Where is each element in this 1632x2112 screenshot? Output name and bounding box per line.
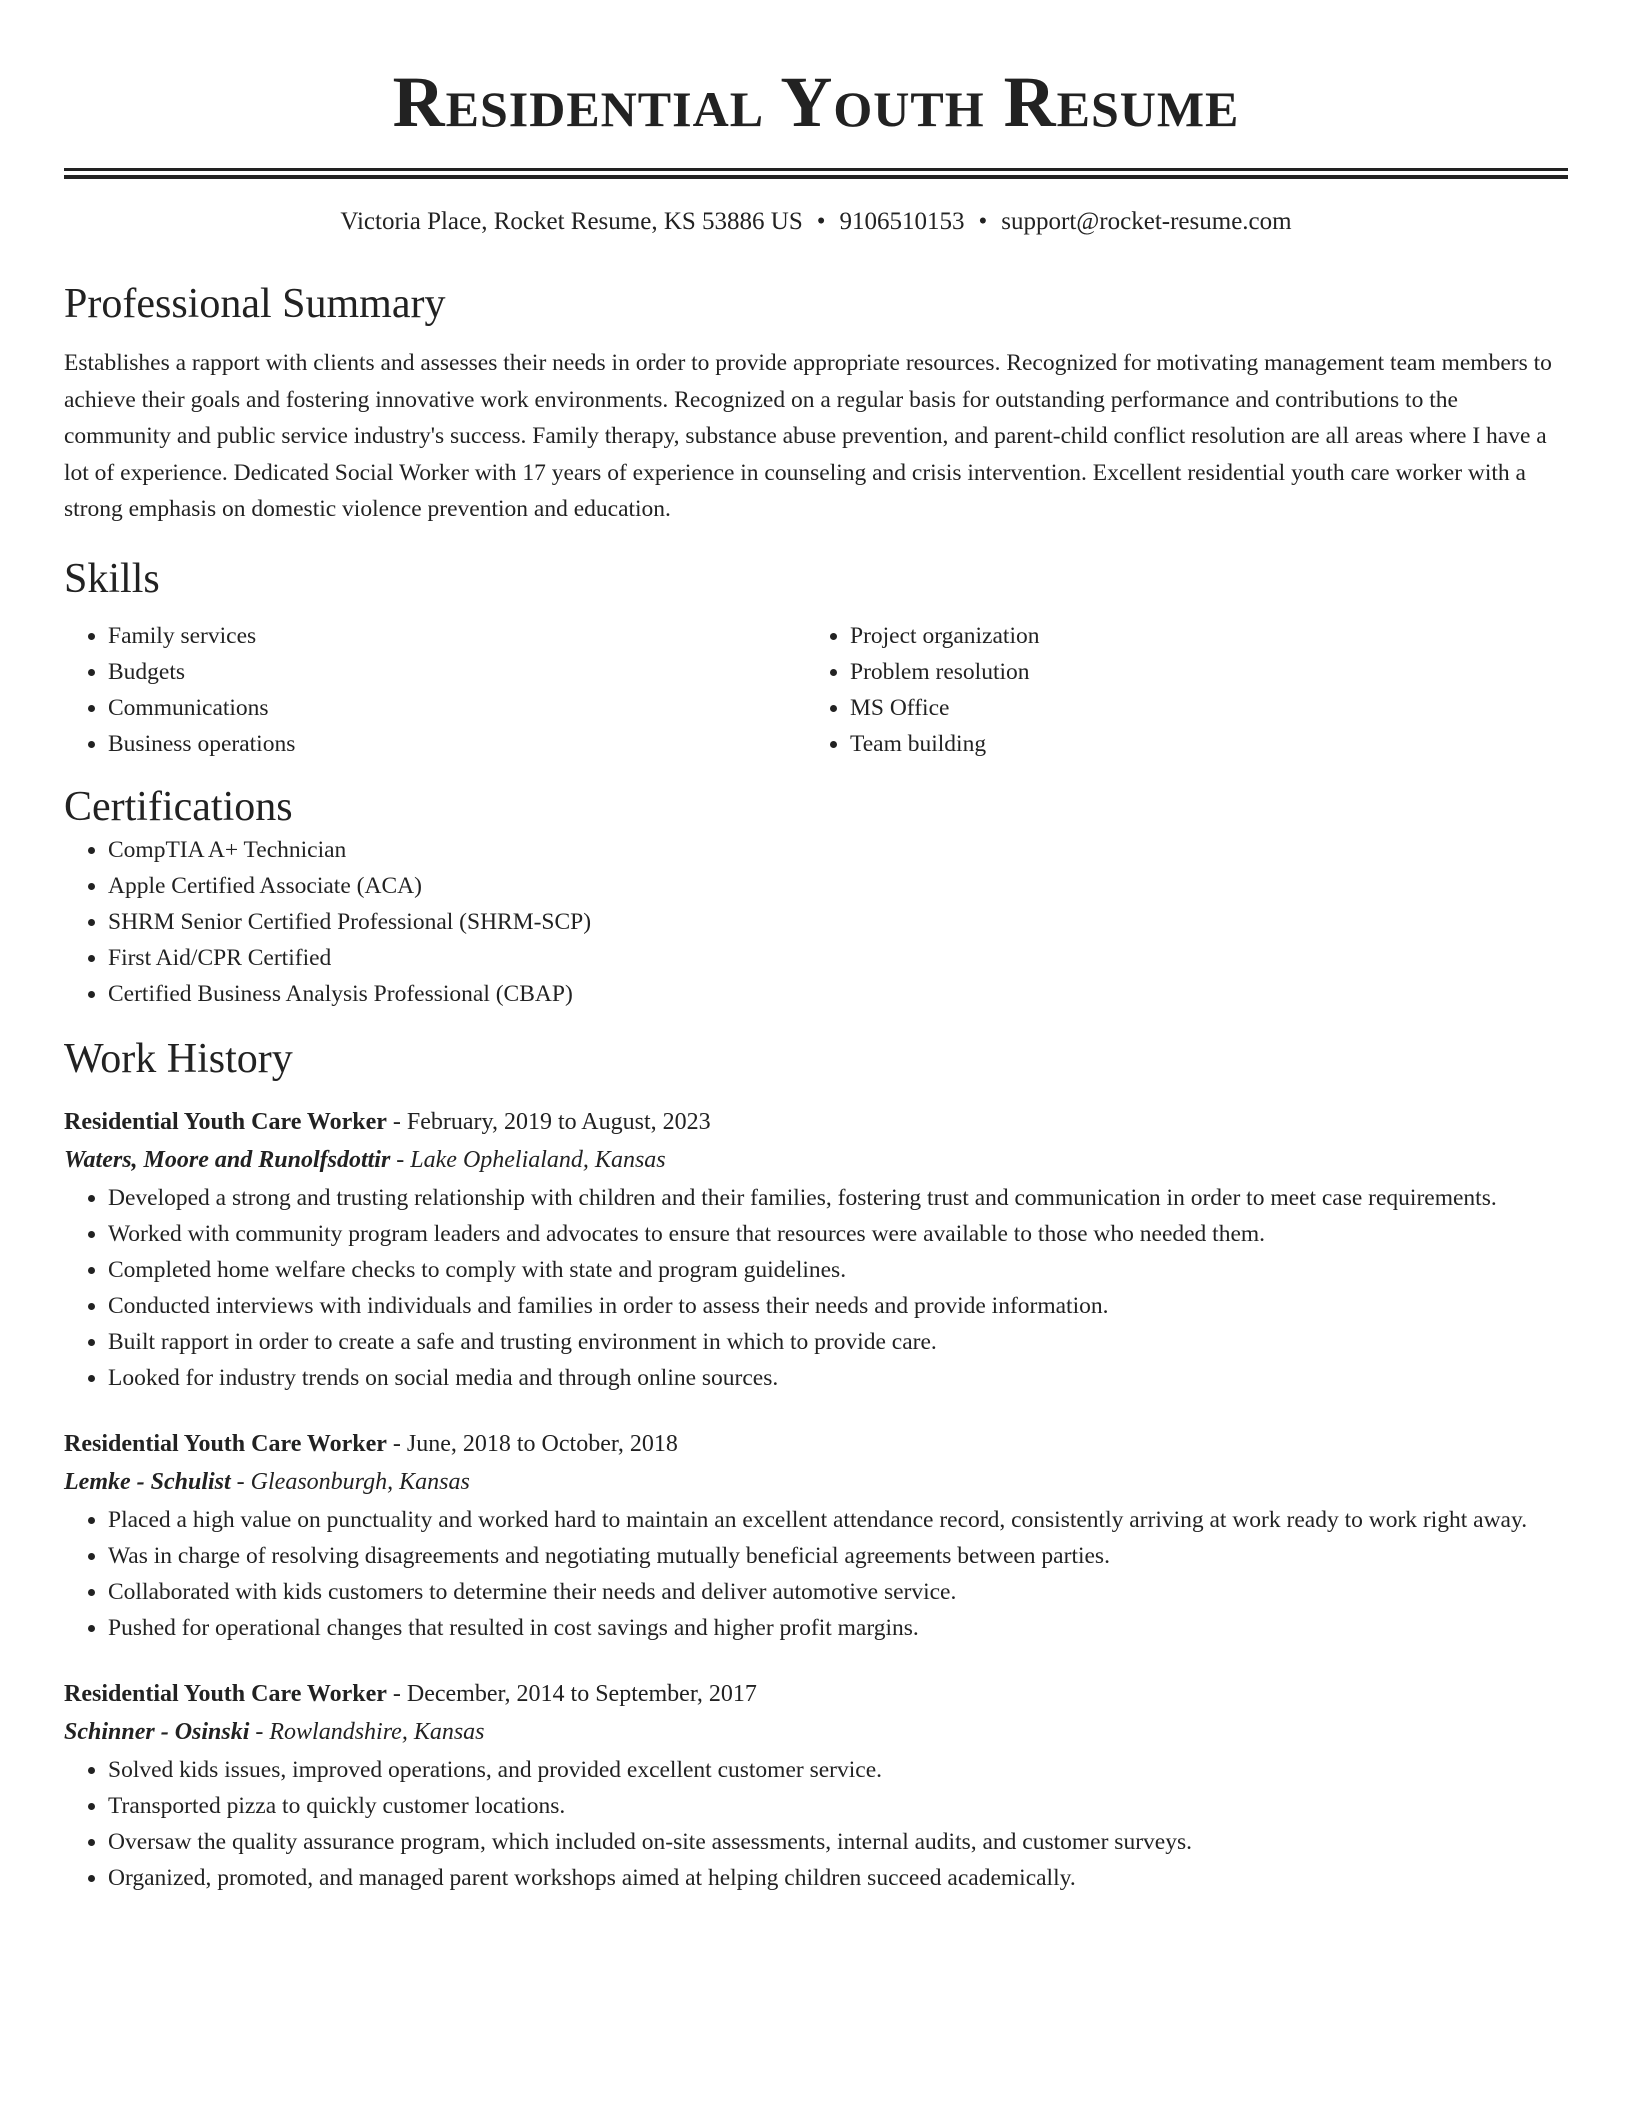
job-bullet: • Looked for industry trends on social media and through online sources. [108,1360,1568,1396]
summary-text: Establishes a rapport with clients and assesses their needs in order to provide appropriate resources. Recognized for motivating management team members to achieve their goals and fostering innovative work environments. Recognized on a regular basis for outstanding performance and contributions to the community and public service industry's success. Family therapy, substance abuse prevention, and parent-child conflict resolution are all areas where I have a lot of experience. Dedicated Social Worker with 17 years of experience in counseling and crisis intervention. Excellent residential youth care worker with a strong emphasis on domestic violence prevention and education. [64,350,1552,522]
certification-item: • SHRM Senior Certified Professional (SHRM-SCP) [108,904,1568,940]
job-bullet: • Pushed for operational changes that resulted in cost savings and higher profit margins. [108,1610,1568,1646]
skills-list-right [806,618,1568,762]
skills-grid [64,618,1568,762]
job-title-line [64,1104,1568,1140]
skill-item: • Communications [108,690,806,726]
job-bullet: • Solved kids issues, improved operations, and provided excellent customer service. [108,1752,1568,1788]
job-role: Residential Youth Care Worker [64,1680,387,1707]
skill-item: • Team building [850,726,1568,762]
job-bullet: • Oversaw the quality assurance program, which included on-site assessments, internal audits, and customer surveys. [108,1824,1568,1860]
job-location: - Gleasonburgh, Kansas [230,1468,470,1495]
job-bullet: • Developed a strong and trusting relationship with children and their families, fostering trust and communication in order to meet case requirements. [108,1180,1568,1216]
job-entry [64,1676,1568,1896]
resume-title: Residential Youth Resume [392,62,1240,142]
skills-heading: Skills [64,555,160,602]
job-bullet: • Placed a high value on punctuality and worked hard to maintain an excellent attendance record, consistently arriving at work ready to work right away. [108,1502,1568,1538]
skill-item: • Project organization [850,618,1568,654]
contact-phone[interactable]: 9106510153 [839,208,965,235]
contact-separator: • [816,208,826,235]
job-title-line [64,1426,1568,1462]
certification-item: • First Aid/CPR Certified [108,940,1568,976]
work-history-heading: Work History [64,1035,293,1082]
job-entry [64,1104,1568,1396]
skill-item: • Budgets [108,654,806,690]
job-dates: - February, 2019 to August, 2023 [386,1108,711,1135]
contact-address: Victoria Place, Rocket Resume, KS 53886 US [340,208,803,235]
job-company: Lemke - Schulist [64,1468,231,1495]
certification-item: • CompTIA A+ Technician [108,832,1568,868]
job-bullet: • Transported pizza to quickly customer locations. [108,1788,1568,1824]
summary-heading: Professional Summary [64,281,446,327]
job-role: Residential Youth Care Worker [64,1108,387,1135]
job-bullets [64,1180,1568,1396]
job-company-line [64,1140,1568,1180]
contact-separator: • [978,208,988,235]
job-dates: - June, 2018 to October, 2018 [386,1430,678,1457]
job-location: - Lake Ophelialand, Kansas [390,1146,666,1173]
job-role: Residential Youth Care Worker [64,1430,387,1457]
job-title-line [64,1676,1568,1712]
contact-email[interactable]: support@rocket-resume.com [1001,208,1292,235]
job-bullet: • Collaborated with kids customers to determine their needs and deliver automotive service. [108,1574,1568,1610]
job-bullets [64,1752,1568,1896]
contact-line [64,207,1568,237]
job-dates: - December, 2014 to September, 2017 [386,1680,757,1707]
certifications-heading: Certifications [64,783,293,830]
job-bullet: • Was in charge of resolving disagreements and negotiating mutually beneficial agreements between parties. [108,1538,1568,1574]
job-bullet: • Worked with community program leaders and advocates to ensure that resources were available to those who needed them. [108,1216,1568,1252]
job-bullets [64,1502,1568,1646]
job-entry [64,1426,1568,1646]
job-bullet: • Conducted interviews with individuals and families in order to assess their needs and provide information. [108,1288,1568,1324]
job-bullet: • Completed home welfare checks to comply with state and program guidelines. [108,1252,1568,1288]
skill-item: • Problem resolution [850,654,1568,690]
job-company: Waters, Moore and Runolfsdottir [64,1146,391,1173]
title-divider [64,168,1568,171]
skill-item: • Business operations [108,726,806,762]
job-location: - Rowlandshire, Kansas [249,1718,485,1745]
job-company-line [64,1462,1568,1502]
skill-item: • MS Office [850,690,1568,726]
certification-item: • Certified Business Analysis Professional (CBAP) [108,976,1568,1012]
job-bullet: • Built rapport in order to create a safe and trusting environment in which to provide care. [108,1324,1568,1360]
job-company: Schinner - Osinski [64,1718,250,1745]
skills-list-left [64,618,806,762]
job-company-line [64,1712,1568,1752]
certifications-list [64,832,1568,1012]
skill-item: • Family services [108,618,806,654]
job-bullet: • Organized, promoted, and managed parent workshops aimed at helping children succeed academically. [108,1860,1568,1896]
certification-item: • Apple Certified Associate (ACA) [108,868,1568,904]
